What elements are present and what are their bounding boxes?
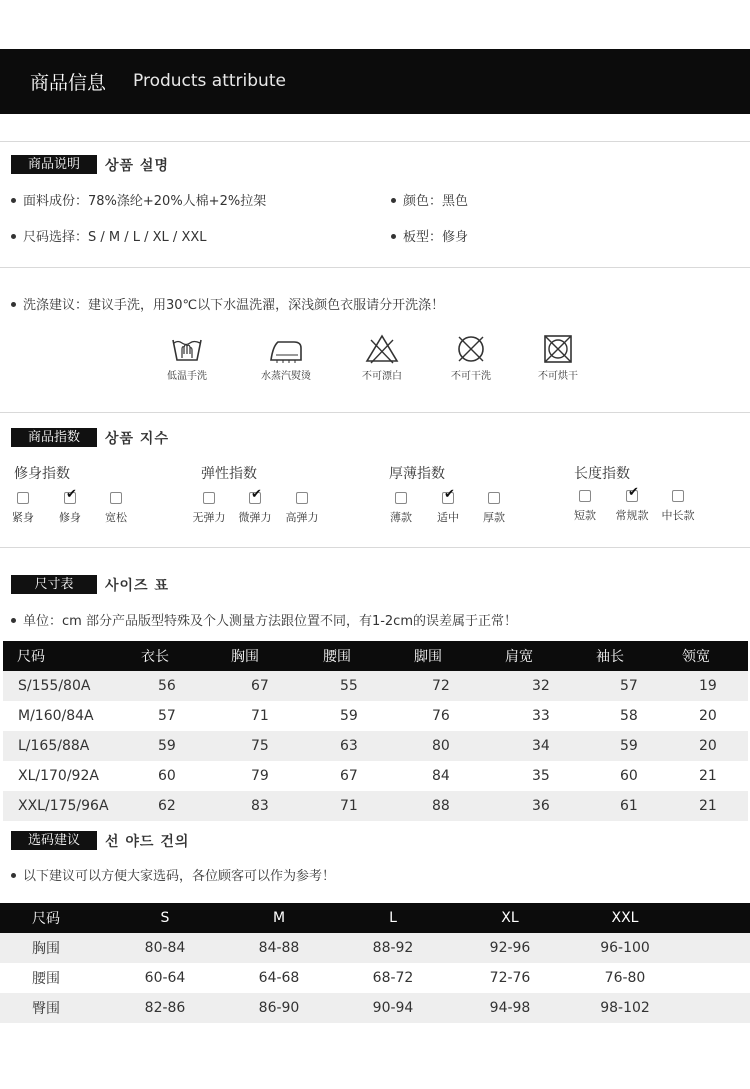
check-mark-icon: ✔ (66, 487, 77, 502)
table-cell: S/155/80A (3, 671, 140, 701)
index-option: 高弹力 (277, 492, 327, 525)
index-option: ✔ 微弹力 (238, 487, 272, 524)
table-cell (696, 933, 750, 963)
table-cell: 80-84 (92, 933, 238, 963)
divider (0, 547, 750, 548)
index-option: 无弹力 (184, 492, 234, 525)
table-row (0, 933, 750, 963)
check-mark-icon: ✔ (444, 487, 455, 502)
table-cell: 58 (620, 708, 638, 724)
size-advice-table (0, 903, 750, 1023)
table-cell: 67 (340, 768, 358, 784)
checkbox-empty (203, 492, 215, 504)
table-cell: 34 (504, 731, 595, 761)
table-cell: 59 (595, 731, 681, 761)
index-section-label-kr: 상품 지수 (105, 431, 169, 447)
table-header-cell (696, 903, 750, 933)
table-cell: 84-88 (238, 933, 320, 963)
desc-section-label-kr: 상품 설명 (105, 158, 169, 174)
table-header-cell: 衣长 (140, 641, 230, 671)
table-cell: 55 (322, 671, 413, 701)
care-label: 水蒸汽熨烫 (261, 371, 311, 382)
table-row (3, 701, 748, 731)
table-cell: 79 (251, 768, 269, 784)
table-header-cell: 尺码 (3, 641, 140, 671)
table-header-cell: 脚围 (413, 641, 504, 671)
low-temp-hand-wash-icon (170, 334, 204, 364)
care-label: 不可干洗 (451, 371, 491, 382)
table-cell: 32 (504, 671, 595, 701)
size-note-text: 单位：cm 部分产品版型特殊及个人测量方法跟位置不同，有1-2cm的误差属于正常！ (11, 610, 517, 629)
table-row (3, 671, 748, 701)
advice-section-label-kr: 선 야드 건의 (105, 834, 190, 850)
table-cell: 90-94 (320, 993, 466, 1023)
checkbox-empty (395, 492, 407, 504)
table-cell: 80 (413, 731, 504, 761)
index-option: 中长款 (653, 490, 703, 523)
table-row (3, 731, 748, 761)
checkbox-empty (296, 492, 308, 504)
index-option: 紧身 (0, 492, 48, 525)
table-cell: M/160/84A (18, 708, 94, 724)
table-cell: 88 (413, 791, 504, 821)
care-label: 低温手洗 (167, 371, 207, 382)
header-title-cn: 商品信息 (30, 72, 107, 94)
care-label: 不可烘干 (538, 371, 578, 382)
no-tumble-dry-icon (541, 334, 575, 364)
size-section-label-kr: 사이즈 표 (105, 578, 169, 594)
check-mark-icon: ✔ (251, 487, 262, 502)
size-table (3, 641, 748, 821)
table-cell: L/165/88A (3, 731, 140, 761)
table-cell: 71 (322, 791, 413, 821)
table-cell: 21 (681, 791, 748, 821)
table-cell: 94-98 (466, 993, 554, 1023)
care-label: 不可漂白 (362, 371, 402, 382)
checkbox-checked (626, 485, 639, 502)
table-cell: 60 (620, 768, 638, 784)
index-option: 厚款 (469, 492, 519, 525)
table-cell: XXL/175/96A (3, 791, 140, 821)
divider (0, 412, 750, 413)
table-header-cell: XXL (554, 903, 696, 933)
table-cell: 68-72 (372, 970, 414, 986)
table-cell: 56 (140, 671, 230, 701)
table-cell: 83 (230, 791, 322, 821)
table-cell: 20 (699, 708, 717, 724)
table-cell: 59 (340, 708, 358, 724)
checkbox-checked (249, 487, 262, 504)
table-header-cell: 尺码 (0, 903, 92, 933)
table-cell: 60-64 (144, 970, 186, 986)
checkbox-checked (442, 487, 455, 504)
table-row (3, 791, 748, 821)
advice-note-text: 以下建议可以方便大家选码，各位顾客可以作为参考！ (11, 865, 335, 884)
checkbox-empty (672, 490, 684, 502)
table-cell: 腰围 (32, 971, 60, 987)
no-dry-clean-icon (454, 334, 488, 364)
table-cell: 88-92 (320, 933, 466, 963)
table-header-cell: 腰围 (322, 641, 413, 671)
check-mark-icon: ✔ (628, 485, 639, 500)
table-cell (696, 993, 750, 1023)
table-header-cell: 肩宽 (504, 641, 595, 671)
table-cell: 20 (681, 731, 748, 761)
care-item-steam-iron (241, 334, 331, 382)
care-item-no-bleach (337, 334, 427, 382)
index-group-title: 厚薄指数 (389, 466, 445, 482)
desc-section-label: 商品说明 (11, 155, 97, 174)
table-cell: 36 (504, 791, 595, 821)
table-row (0, 963, 750, 993)
fabric-text: 面料成份：78%涤纶+20%人棉+2%拉架 (11, 190, 266, 209)
table-row (0, 993, 750, 1023)
table-cell: 82-86 (92, 993, 238, 1023)
table-cell: 76-80 (604, 970, 646, 986)
table-row (3, 761, 748, 791)
table-header-cell: XL (466, 903, 554, 933)
table-header-cell: M (238, 903, 320, 933)
index-option: 薄款 (376, 492, 426, 525)
divider (0, 141, 750, 142)
table-cell: 64-68 (258, 970, 300, 986)
size-section-label: 尺寸表 (11, 575, 97, 594)
table-cell: 72 (413, 671, 504, 701)
index-option: 宽松 (91, 492, 141, 525)
table-cell: 57 (595, 671, 681, 701)
table-cell: 75 (230, 731, 322, 761)
index-group-title: 弹性指数 (201, 466, 257, 482)
table-cell: 59 (140, 731, 230, 761)
index-group-title: 长度指数 (574, 466, 630, 482)
header-banner (0, 49, 750, 114)
checkbox-empty (579, 490, 591, 502)
sizes-text: 尺码选择：S / M / L / XL / XXL (11, 226, 207, 245)
index-option: ✔ 常规款 (615, 485, 649, 522)
table-header-cell: 袖长 (595, 641, 681, 671)
checkbox-empty (17, 492, 29, 504)
table-cell: 71 (251, 708, 269, 724)
table-cell: 62 (140, 791, 230, 821)
table-cell: 84 (432, 768, 450, 784)
table-cell: 96-100 (554, 933, 696, 963)
wash-advice-text: 洗涤建议：建议手洗，用30℃以下水温洗濯，深浅颜色衣服请分开洗涤！ (11, 294, 444, 313)
no-bleach-icon (365, 334, 399, 364)
advice-section-label: 选码建议 (11, 831, 97, 850)
table-header-row (0, 903, 750, 933)
steam-iron-icon (268, 334, 304, 364)
table-cell: 19 (681, 671, 748, 701)
table-cell: 98-102 (554, 993, 696, 1023)
table-cell (696, 963, 750, 993)
index-group-title: 修身指数 (14, 466, 70, 482)
table-cell: 72-76 (489, 970, 531, 986)
table-cell: 臀围 (0, 993, 92, 1023)
header-title-en: Products attribute (133, 71, 286, 91)
table-cell: 21 (699, 768, 717, 784)
table-header-cell: 领宽 (681, 641, 748, 671)
table-cell: 63 (322, 731, 413, 761)
divider (0, 267, 750, 268)
table-cell: 86-90 (238, 993, 320, 1023)
table-cell: XL/170/92A (18, 768, 99, 784)
table-header-cell: S (92, 903, 238, 933)
checkbox-empty (488, 492, 500, 504)
checkbox-empty (110, 492, 122, 504)
index-section-label: 商品指数 (11, 428, 97, 447)
table-cell: 35 (532, 768, 550, 784)
table-cell: 67 (230, 671, 322, 701)
fit-text: 板型：修身 (391, 226, 468, 245)
checkbox-checked (64, 487, 77, 504)
index-option: ✔ 修身 (59, 487, 81, 524)
table-header-cell: 胸围 (230, 641, 322, 671)
index-option: ✔ 适中 (437, 487, 459, 524)
care-item-hand-wash (142, 334, 232, 382)
index-option: 短款 (560, 490, 610, 523)
table-cell: 92-96 (466, 933, 554, 963)
table-header-cell: L (320, 903, 466, 933)
table-cell: 61 (595, 791, 681, 821)
table-header-row (3, 641, 748, 671)
color-text: 颜色：黑色 (391, 190, 468, 209)
table-cell: 胸围 (0, 933, 92, 963)
table-cell: 57 (158, 708, 176, 724)
table-cell: 76 (432, 708, 450, 724)
table-cell: 60 (158, 768, 176, 784)
care-item-no-dry-clean (426, 334, 516, 382)
table-cell: 33 (532, 708, 550, 724)
care-item-no-tumble-dry (513, 334, 603, 382)
